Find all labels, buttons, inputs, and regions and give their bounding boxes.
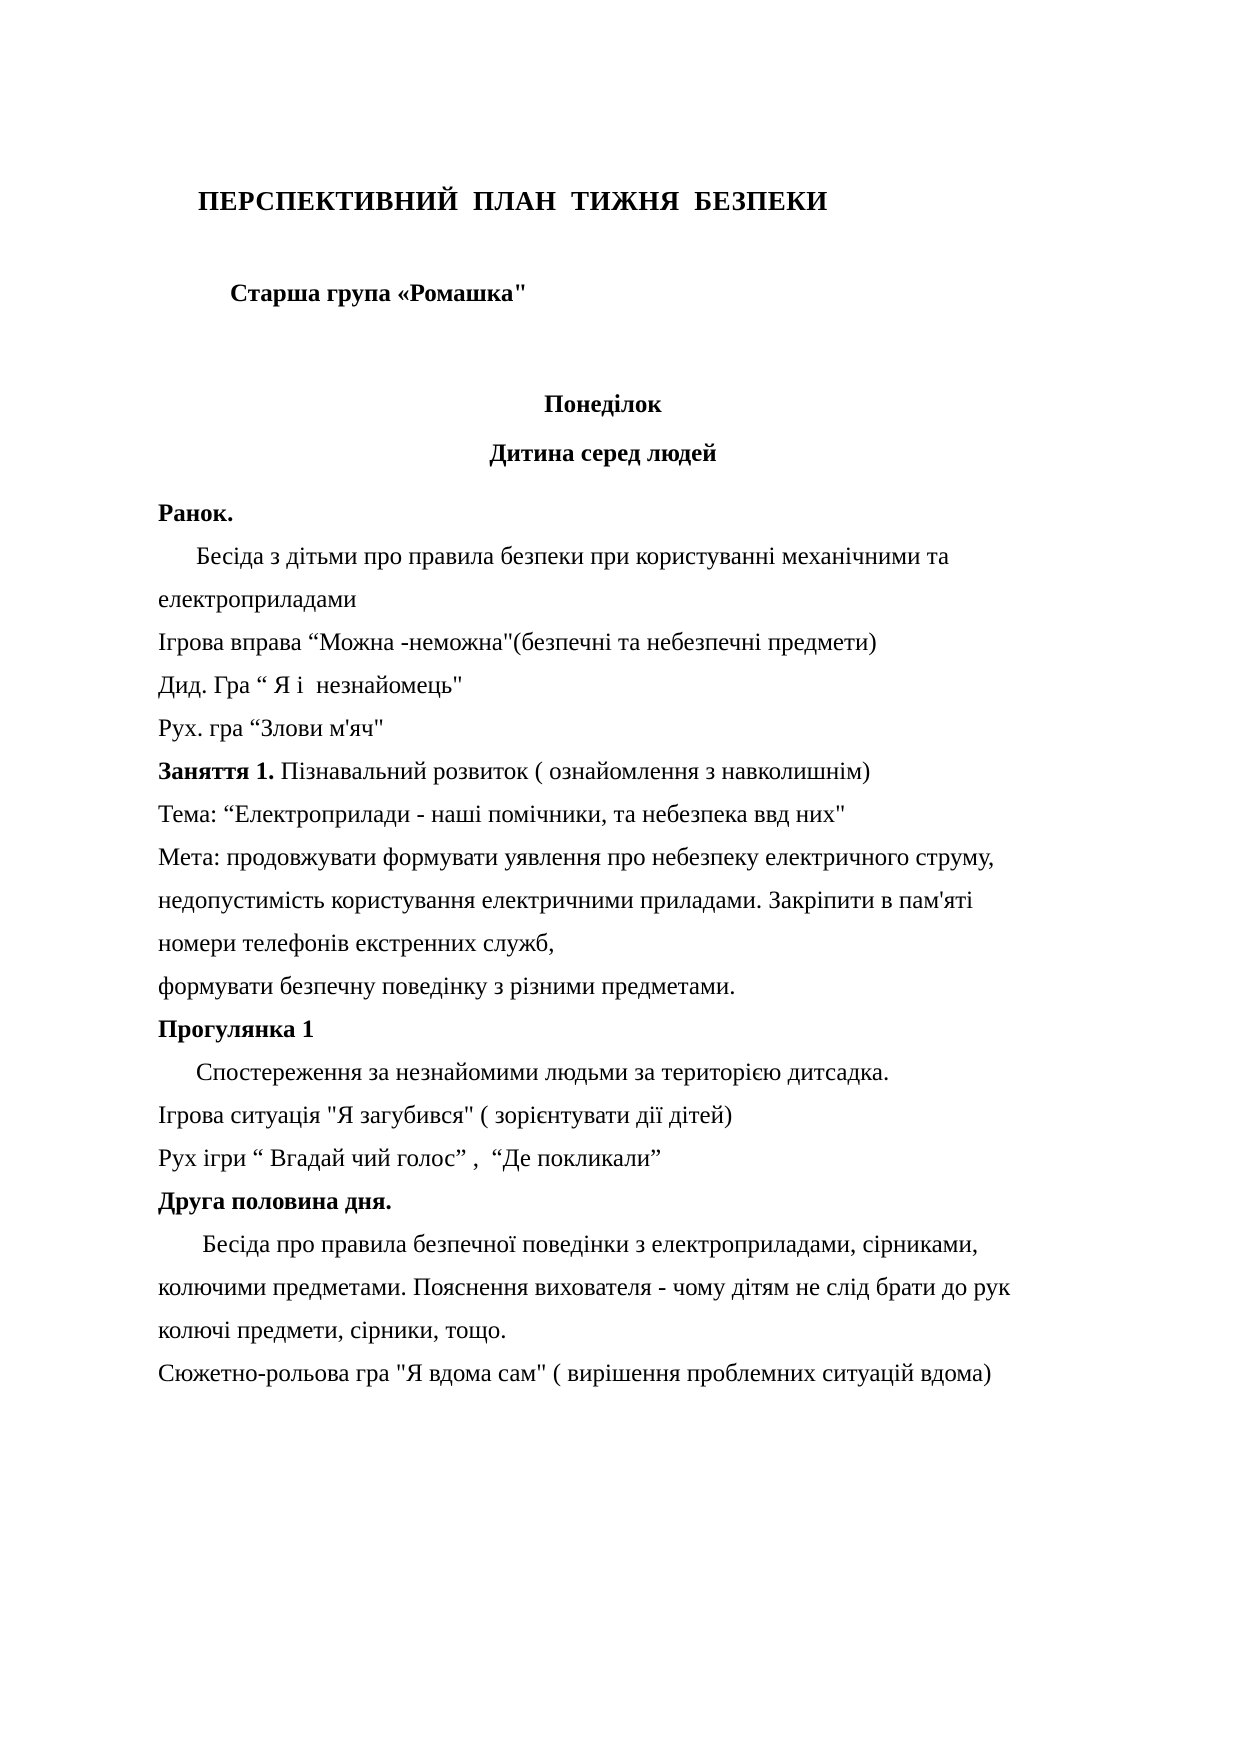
walk-line-3: Рух ігри “ Вгадай чий голос” , “Де покликали” <box>158 1144 662 1172</box>
lesson-label: Заняття 1. <box>158 757 275 785</box>
lesson-line <box>158 750 1048 793</box>
theme-heading: Дитина серед людей <box>489 439 717 467</box>
walk-heading: Прогулянка 1 <box>158 1015 315 1043</box>
page-title: ПЕРСПЕКТИВНИЙ ПЛАН ТИЖНЯ БЕЗПЕКИ <box>198 186 828 216</box>
morning-line-4: Рух. гра “Злови м'яч" <box>158 714 384 742</box>
afternoon-line-2: Сюжетно-рольова гра "Я вдома сам" ( вирішення проблемних ситуацій вдома) <box>158 1359 992 1387</box>
afternoon-line-1: Бесіда про правила безпечної поведінки з електроприладами, сірниками, колючими предметами. Пояснення вихователя - чому дітям не слід брати до рук колючі предмети, сірники, тощо. <box>158 1230 1017 1344</box>
walk-line-1: Спостереження за незнайомими людьми за територією дитсадка. <box>196 1058 890 1086</box>
group-subtitle: Старша група «Ромашка" <box>230 280 528 308</box>
morning-line-1: Бесіда з дітьми про правила безпеки при користуванні механічними та електроприладами <box>158 542 956 613</box>
lesson-goal: Мета: продовжувати формувати уявлення про небезпеку електричного струму, недопустимість користування електричними приладами. Закріпити в пам'яті номери телефонів екстренних служб, <box>158 843 1001 957</box>
lesson-topic: Тема: “Електроприлади - наші помічники, та небезпека ввд них" <box>158 800 846 828</box>
morning-line-3: Дид. Гра “ Я і незнайомець" <box>158 671 463 699</box>
lesson-goal-continued: формувати безпечну поведінку з різними предметами. <box>158 972 736 1000</box>
afternoon-heading: Друга половина дня. <box>158 1187 392 1215</box>
walk-line-2: Ігрова ситуація "Я загубився" ( зорієнтувати дії дітей) <box>158 1101 733 1129</box>
document-body <box>158 185 1048 1395</box>
day-heading: Понеділок <box>544 391 662 419</box>
morning-line-2: Ігрова вправа “Можна -неможна"(безпечні та небезпечні предмети) <box>158 628 877 656</box>
lesson-description: Пізнавальний розвиток ( ознайомлення з навколишнім) <box>274 757 871 785</box>
morning-heading: Ранок. <box>158 499 234 527</box>
